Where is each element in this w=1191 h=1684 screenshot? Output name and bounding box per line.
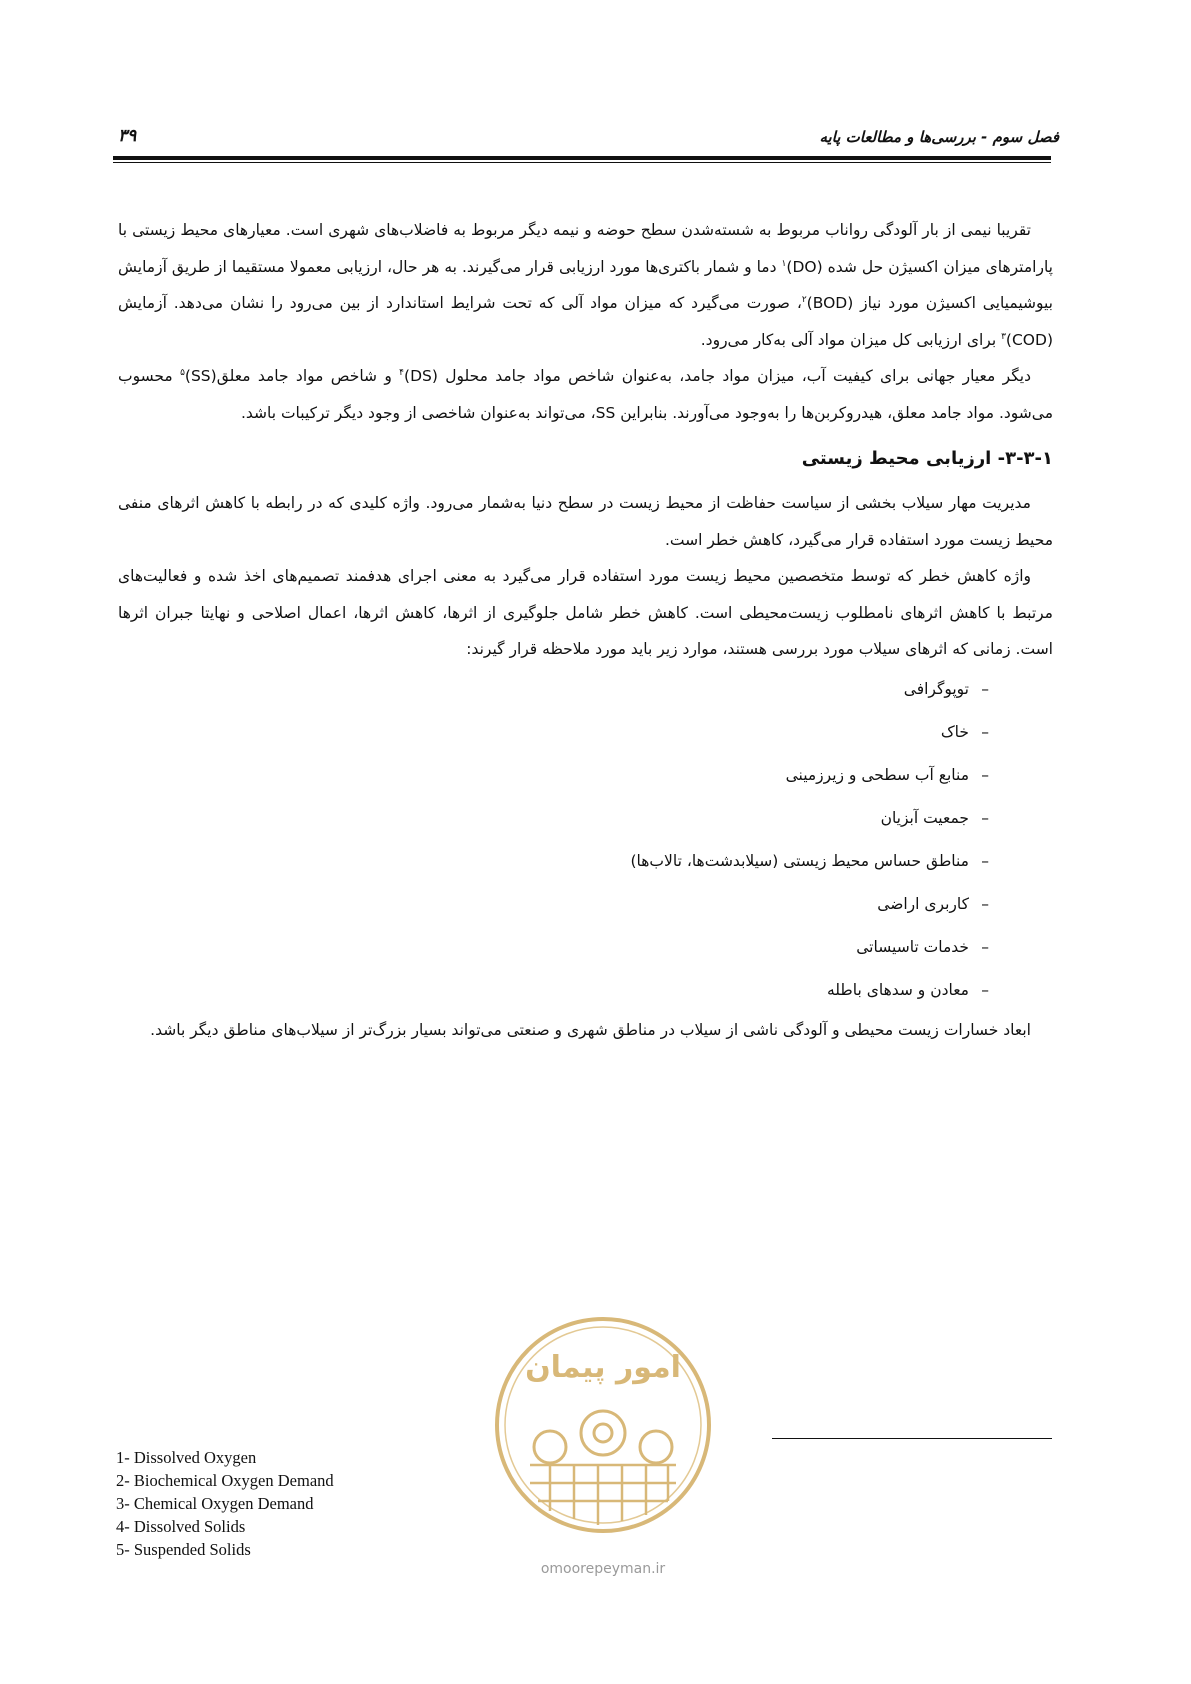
section-heading: ۳-۳-۱- ارزیابی محیط زیستی (801, 448, 1053, 469)
paragraph-flood-management: مدیریت مهار سیلاب بخشی از سیاست حفاظت از محیط زیست در سطح دنیا به‌شمار می‌رود. واژه کلیدی که در رابطه با کاهش اثرهای منفی محیط زیست مورد استفاده قرار می‌گیرد، کاهش خطر است. (118, 494, 1053, 549)
list-item-text: خاک (940, 722, 969, 741)
list-item (118, 668, 989, 711)
list-item-text: جمعیت آبزیان (880, 808, 969, 827)
paragraph-text: دما و شمار باکتری‌ها مورد ارزیابی قرار می‌گیرند. به هر حال، ارزیابی معمولا مستقیما از طریق آزمایش بیوشیمیایی اکسیژن مورد نیاز (BOD) (118, 257, 1053, 312)
paragraph-text: و شاخص مواد جامد معلق(SS) (184, 367, 400, 385)
bullet-dash: – (981, 808, 989, 827)
bullet-dash: – (981, 937, 989, 956)
bullet-dash: – (981, 894, 989, 913)
list-item-text: منابع آب سطحی و زیرزمینی (785, 765, 969, 784)
footnote-ref-5: ۵ (180, 367, 185, 378)
body-text (118, 212, 1053, 1048)
list-item (118, 797, 989, 840)
list-item (118, 711, 989, 754)
watermark-seal (490, 1315, 716, 1615)
footnote-2: 2- Biochemical Oxygen Demand (116, 1471, 334, 1490)
footnote-ref-4: ۴ (399, 367, 404, 378)
bullet-dash: – (981, 851, 989, 870)
footnote-ref-3: ۳ (1001, 331, 1006, 342)
page-number: ۳۹ (118, 126, 137, 146)
paragraph-text: ، صورت می‌گیرد که میزان مواد آلی که تحت شرایط استاندارد از بین می‌رود را نشان می‌دهد. آزمایش (COD) (118, 294, 1053, 349)
footnote-ref-1: ۱ (781, 258, 787, 269)
list-item-text: توپوگرافی (903, 679, 969, 698)
header-rule-thick (113, 156, 1051, 160)
paragraph-text: برای ارزیابی کل میزان مواد آلی به‌کار می‌رود. (700, 330, 1002, 349)
footnote-5: 5- Suspended Solids (116, 1540, 251, 1559)
footnote-ref-2: ۲ (801, 294, 807, 305)
paragraph-risk-reduction: واژه کاهش خطر که توسط متخصصین محیط زیست مورد استفاده قرار می‌گیرد به معنی اجرای هدفمند تصمیم‌های اخذ شده و فعالیت‌های مرتبط با کاهش اثرهای نامطلوب زیست‌محیطی است. کاهش خطر شامل جلوگیری از اثرها، کاهش اثرها، اعمال اصلاحی و نهایتا جبران اثرها است. زمانی که اثرهای سیلاب مورد بررسی هستند، موارد زیر باید مورد ملاحظه قرار گیرند: (118, 567, 1053, 658)
footnote-separator (772, 1438, 1052, 1439)
list-item (118, 883, 989, 926)
footnote-3: 3- Chemical Oxygen Demand (116, 1494, 314, 1513)
list-item (118, 840, 989, 883)
paragraph-text: محسوب می‌شود. مواد جامد معلق، هیدروکربن‌ها را به‌وجود می‌آورند. بنابراین SS، می‌تواند به‌عنوان شاخصی از وجود دیگر ترکیبات باشد. (118, 367, 1053, 422)
list-item-text: خدمات تاسیساتی (856, 937, 969, 956)
paragraph-text: دیگر معیار جهانی برای کیفیت آب، میزان مواد جامد، به‌عنوان شاخص مواد جامد محلول (DS) (404, 367, 1031, 385)
header-rule-thin (113, 162, 1051, 163)
footnote-1: 1- Dissolved Oxygen (116, 1448, 257, 1467)
gear-icon (534, 1411, 672, 1463)
bullet-dash: – (981, 765, 989, 784)
paragraph-solids (118, 358, 1053, 431)
footnotes (116, 1446, 334, 1561)
list-item (118, 754, 989, 797)
list-item (118, 926, 989, 969)
considerations-list (118, 668, 989, 1012)
paragraph-water-quality (118, 212, 1053, 358)
list-item-text: مناطق حساس محیط زیستی (سیلابدشت‌ها، تالاب‌ها) (630, 851, 969, 870)
chapter-title: فصل سوم - بررسی‌ها و مطالعات پایه (819, 128, 1059, 146)
list-item-text: کاربری اراضی (877, 894, 969, 913)
bullet-dash: – (981, 980, 989, 999)
footnote-4: 4- Dissolved Solids (116, 1517, 246, 1536)
list-item-text: معادن و سدهای باطله (826, 980, 969, 999)
paragraph-text: تقریبا نیمی از بار آلودگی رواناب مربوط به شسته‌شدن سطح حوضه و نیمه دیگر مربوط به فاضلاب‌های شهری است. معیارهای محیط زیستی با پارامترهای میزان اکسیژن حل شده (DO) (118, 221, 1053, 276)
bullet-dash: – (981, 679, 989, 698)
list-item (118, 969, 989, 1012)
seal-logo-text: امور پیمان (525, 1350, 681, 1385)
paragraph-damage: ابعاد خسارات زیست محیطی و آلودگی ناشی از سیلاب در مناطق شهری و صنعتی می‌تواند بسیار بزرگ‌تر از سیلاب‌های مناطق دیگر باشد. (150, 1020, 1031, 1039)
bullet-dash: – (981, 722, 989, 741)
watermark-url: omoorepeyman.ir (540, 1561, 666, 1577)
